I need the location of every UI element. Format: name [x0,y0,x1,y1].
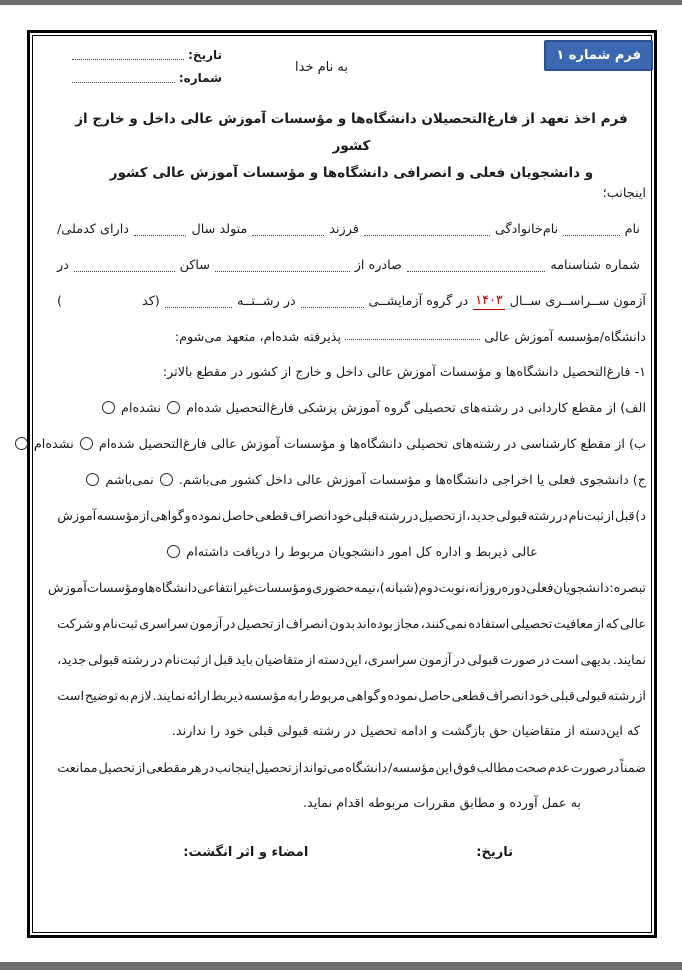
form-text: و [184,509,191,525]
form-text: ارائه [186,688,211,704]
form-text: ۱- فارغ‌التحصیل دانشگاه‌ها و مؤسسات آموزش عالی داخل و خارج از کشور در مقطع بالاتر: [162,365,646,381]
footer-date-label: تاریخ: [476,845,513,860]
form-line [57,355,646,391]
form-text: معافیت [553,617,594,633]
form-line [57,607,646,643]
form-text: مؤسسات [86,581,139,597]
form-text: خود [331,509,353,525]
form-text: مؤسسه/ [387,760,435,776]
form-text: ثبت‌نام [102,617,138,633]
form-text: ساکن [179,258,211,274]
form-text: نام‌خانوادگی [494,222,559,238]
number-label: شماره: [178,70,222,85]
form-text: دوم [418,581,439,597]
form-text: که این‌دسته از متقاضیان حق بازگشت و ادامه تحصیل در رشته قبولی قبلی خود را ندارند. [171,724,640,740]
form-text: دارای کدملی/ [57,222,129,238]
form-text: و [138,581,145,597]
form-text: در [556,509,568,525]
form-text: الف) از مقطع کاردانی در رشته‌های تحصیلی گروه آموزش پزشکی فارغ‌التحصیل شده‌ام [186,401,646,417]
form-text: لازم [130,688,152,704]
form-text: تحصیل [255,760,292,776]
form-text: توضیح [84,688,119,704]
bismillah-text: به نام خدا [295,60,348,75]
form-text: آزمون [189,617,223,633]
form-text: این‌دسته [317,653,362,669]
option-circle [102,401,115,414]
form-text: بدیهی [580,653,611,669]
form-text: در [56,258,69,274]
form-text: ج) دانشجوی فعلی یا اخراجی دانشگاه‌ها و مؤسسات آموزش عالی داخل کشور می‌باشم. [178,473,646,489]
form-text: بوده‌اند [356,617,393,633]
form-text: رشته [121,653,149,669]
form-text: صحت [515,760,547,776]
form-text: نموده [191,509,222,525]
form-text: د) [635,509,646,525]
form-text: تحصیل [98,760,135,776]
form-text: متقاضیان [254,653,305,669]
form-text: دانشجویان [553,581,610,597]
form-text: قبولی [467,653,499,669]
form-text: در [202,760,215,776]
form-text: در [607,760,620,776]
form-text: حاصل [221,509,255,525]
form-text: قبل [213,653,234,669]
form-text: حضوری [312,581,354,597]
form-text: جدید، [466,509,496,525]
form-text: (شبانه)، [375,581,419,597]
option-circle [160,473,173,486]
option-circle [167,401,180,414]
form-text: قطعی [451,688,486,704]
form-text: متولد سال [191,222,248,238]
form-text: نشده‌ام [121,401,161,417]
form-text: قبلی [550,688,575,704]
form-text: صادره از [354,258,402,274]
form-text: از [594,617,605,633]
option-circle [80,437,93,450]
form-text: گواهی [345,688,380,704]
form-line [57,391,646,427]
form-text: ممانعت [57,760,98,776]
form-text: در [223,617,236,633]
form-text: در [537,653,550,669]
form-text: عالی [619,617,646,633]
form-line [57,248,646,284]
dotted-blank [345,338,480,340]
dotted-blank [165,306,232,308]
signature-row [57,845,646,860]
form-text: فعلی [526,581,554,597]
form-text: صورت [500,653,537,669]
form-line [57,643,646,679]
form-text: مربوط [309,688,346,704]
dotted-blank [215,270,350,272]
option-circle [86,473,99,486]
form-text: می‌تواند [302,760,345,776]
form-text: پذیرفته شده‌ام، متعهد می‌شوم: [174,329,342,345]
form-text: نوبت [438,581,465,597]
form-text: بدون [329,617,356,633]
form-text: و [305,581,313,597]
form-text: تحصیل [418,509,456,525]
form-text: نمایند. [612,653,646,669]
form-text: مؤسسات [254,581,306,597]
form-text: رشته [607,688,636,704]
form-text: شماره شناسنامه [550,258,640,274]
form-text: از [604,509,615,525]
form-title-line2: و دانشجویان فعلی و انصرافی دانشگاه‌ها و مؤسسات آموزش عالی کشور [109,165,594,181]
dotted-blank [563,234,619,236]
form-text: به [118,688,130,704]
dotted-blank [252,234,324,236]
form-text: را [298,688,309,704]
form-text: ثبت‌نام [568,509,604,525]
form-text: اینجانب؛ [602,186,646,201]
form-text: ذیربط [211,688,244,704]
form-text: نمی‌باشم [105,473,154,489]
form-text: خود [528,688,550,704]
form-text: از [135,760,146,776]
dotted-blank [301,306,364,308]
form-text: فوق [453,760,476,776]
form-text: عالی ذیربط و اداره کل امور دانشجویان مربوط را دریافت داشته‌ام [186,544,538,560]
form-text: غیرانتفاعی [197,581,255,597]
form-text: به عمل آورده و مطابق مقررات مربوطه اقدام نماید. [302,796,581,812]
form-text: انصراف [285,617,328,633]
form-text: ب) از مقطع کارشناسی در رشته‌های تحصیلی دانشگاه‌ها و مؤسسات آموزش عالی فارغ‌التحصیل شده‌ام [98,437,646,453]
form-text: استفاده [468,617,510,633]
viewer-bottom-gap [0,962,682,970]
form-text: قبلی [352,509,378,525]
form-text: نشده‌ام [33,437,74,453]
form-text: به [287,688,298,704]
form-text: نام [624,222,640,238]
form-line [57,750,646,786]
form-text: است [57,688,85,704]
form-text: تحصیل [236,617,274,633]
exam-year-value: ۱۴۰۳ [475,293,503,309]
form-text: آزمون ســراســری ســال [509,294,646,310]
form-text: مجاز [394,617,420,633]
form-text: اینجانب [215,760,255,776]
form-text: تبصره: [609,581,646,597]
form-line [57,320,646,356]
form-text: از [456,509,466,525]
option-circle [15,437,28,450]
form-line [57,786,646,822]
form-number-badge-label: فرم شماره ۱ [556,48,641,63]
form-text: دانشگاه‌ها [144,581,198,597]
form-line [57,714,646,750]
form-text: از [636,688,646,704]
form-text: از [201,653,212,669]
form-text: قبل [615,509,635,525]
form-line [57,678,646,714]
form-line [57,176,646,212]
form-text: در رشــتــه [237,294,296,310]
date-label: تاریخ: [188,47,222,62]
form-text: عدم [547,760,570,776]
form-text: هر [187,760,202,776]
form-text: قبولی [575,688,607,704]
form-text: (کد [142,294,160,310]
form-text: قبولی [496,509,528,525]
form-text: ثبت‌نام [164,653,200,669]
viewer-top-gap [0,0,682,5]
form-text: دوره [501,581,527,597]
form-text: مؤسسه [243,688,287,704]
form-text: دانشگاه/مؤسسه آموزش عالی [484,329,646,345]
form-text: در گروه آزمایشــی [368,294,469,310]
form-line [57,284,646,320]
form-text: رشته [378,509,406,525]
form-text: مطالب [476,760,515,776]
form-text: قبولی [88,653,120,669]
form-text: صورت [570,760,607,776]
form-text: باید [235,653,253,669]
form-text: سراسری [139,617,189,633]
form-text: از [274,617,285,633]
form-title-line1: فرم اخذ تعهد از فارغ‌التحصیلان دانشگاه‌ها و مؤسسات آموزش عالی داخل و خارج از کشور [75,111,628,154]
form-text: حاصل [418,688,451,704]
form-text: رشته [527,509,556,525]
form-line [57,535,646,571]
dotted-blank [364,234,490,236]
form-text: در [150,653,163,669]
form-text: انصراف [485,688,529,704]
form-title [57,106,646,187]
form-text: است [551,653,579,669]
form-line [57,212,646,248]
form-line [57,499,646,535]
form-text: که [605,617,619,633]
form-text: مؤسسه [96,509,140,525]
form-body [33,176,646,822]
form-text: روزانه، [464,581,502,597]
form-text: آزمون [418,653,452,669]
form-line [47,571,646,607]
dotted-blank [74,270,175,272]
form-text: گواهی [150,509,184,525]
form-text: از [305,653,316,669]
form-text: در [406,509,419,525]
form-text: انصراف [289,509,332,525]
form-text: سراسری، [363,653,417,669]
form-text: شرکت [57,617,94,633]
form-text: از [292,760,303,776]
form-text: و [380,688,387,704]
form-text: مقطعی [146,760,187,776]
form-text: و [94,617,102,633]
form-text: در [453,653,466,669]
form-text: نموده [387,688,418,704]
form-text: ضمناً [619,760,646,776]
form-text: جدید، [57,653,87,669]
form-line [33,427,646,463]
dotted-blank [407,270,545,272]
form-text: دانشگاه [345,760,388,776]
form-text: آموزش [57,509,97,525]
form-text: این [435,760,453,776]
option-circle [167,545,180,558]
form-text: نیمه [353,581,376,597]
form-text: از [139,509,150,525]
form-text: تحصیلی [510,617,553,633]
form-text: آموزش [47,581,87,597]
form-text: نمایند. [152,688,186,704]
form-text: قطعی [254,509,289,525]
form-line [57,463,646,499]
number-blank-line [72,81,175,83]
footer-signature-label: امضاء و اثر انگشت: [183,845,309,860]
form-text: فرزند [329,222,359,238]
dotted-blank [134,234,187,236]
form-text: نمی‌کنند، [420,617,468,633]
form-text: ) [57,294,62,310]
